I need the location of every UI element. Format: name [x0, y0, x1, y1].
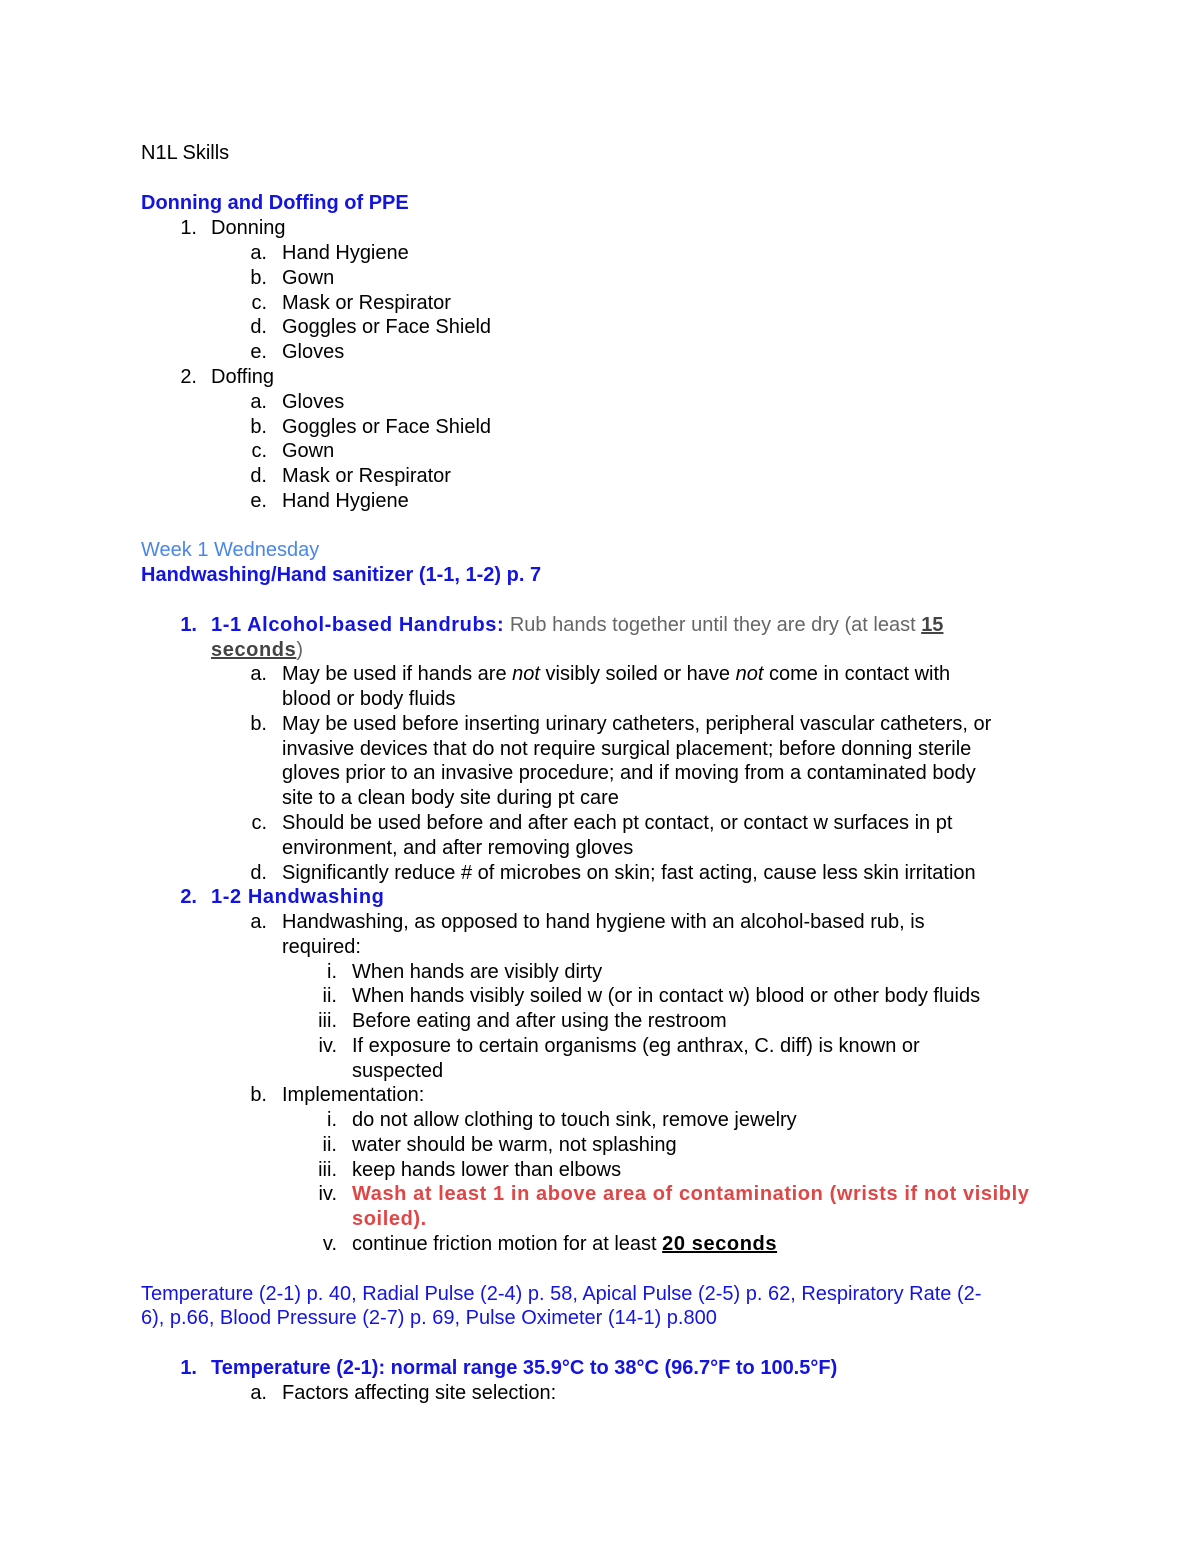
list-marker: d.: [250, 316, 267, 338]
list-marker: iii.: [318, 1159, 337, 1181]
list-item: [141, 1034, 1061, 1059]
list-marker: i.: [327, 961, 337, 983]
list-item: [141, 266, 741, 291]
list-item-text: Factors affecting site selection:: [282, 1382, 557, 1404]
list-marker: b.: [250, 267, 267, 289]
list-item: [141, 1108, 1061, 1133]
list-item-text: continue friction motion for at least: [352, 1233, 663, 1255]
list-marker: a.: [250, 391, 267, 413]
handwashing-heading: Handwashing/Hand sanitizer (1-1, 1-2) p. 7: [141, 564, 542, 586]
list-marker: c.: [251, 812, 267, 834]
list-item-text: When hands are visibly dirty: [352, 961, 603, 983]
doffing-item: [141, 365, 741, 390]
list-item-text: Gown: [282, 440, 335, 462]
list-item: [141, 910, 1061, 935]
list-item: [141, 960, 1061, 985]
list-marker: iv.: [318, 1183, 337, 1205]
list-item-text: do not allow clothing to touch sink, remove jewelry: [352, 1109, 797, 1131]
list-item-text: blood or body fluids: [282, 688, 456, 710]
list-item: [141, 315, 741, 340]
list-item-text: When hands visibly soiled w (or in contact w) blood or other body fluids: [352, 985, 981, 1007]
list-item-text: environment, and after removing gloves: [282, 837, 634, 859]
list-item-text: site to a clean body site during pt care: [282, 787, 619, 809]
list-item-text: Hand Hygiene: [282, 490, 409, 512]
list-item: [141, 1083, 1061, 1108]
list-item: [141, 390, 741, 415]
list-item-cont: [141, 786, 1061, 811]
list-item: [141, 1232, 1061, 1257]
list-item-text: Goggles or Face Shield: [282, 416, 492, 438]
list-marker: iv.: [318, 1035, 337, 1057]
implementation-label: Implementation:: [282, 1084, 425, 1106]
list-marker: a.: [250, 663, 267, 685]
list-item-text: May be used before inserting urinary catheters, peripheral vascular catheters, or: [282, 713, 992, 735]
handrubs-item: [141, 613, 1061, 638]
list-item-text: Should be used before and after each pt contact, or contact w surfaces in pt: [282, 812, 953, 834]
list-item-cont: [141, 1207, 1061, 1232]
list-item-text: required:: [282, 936, 361, 958]
emphasis: not: [735, 663, 764, 685]
list-item-cont: [141, 761, 1061, 786]
list-item: [141, 340, 741, 365]
list-item-text: Gloves: [282, 341, 345, 363]
handrubs-desc-end: ): [296, 639, 304, 661]
list-item-text: Mask or Respirator: [282, 292, 451, 314]
list-item: [141, 439, 741, 464]
list-marker: 2.: [180, 886, 197, 908]
list-marker: 1.: [180, 217, 197, 239]
list-item-text: Gloves: [282, 391, 345, 413]
list-marker: b.: [250, 1084, 267, 1106]
list-marker: b.: [250, 713, 267, 735]
list-item: [141, 1381, 1061, 1406]
list-item: [141, 1009, 1061, 1034]
list-item: [141, 415, 741, 440]
list-item: [141, 1133, 1061, 1158]
list-item: [141, 291, 741, 316]
list-item-cont: [141, 737, 1061, 762]
list-marker: d.: [250, 465, 267, 487]
list-item-text: If exposure to certain organisms (eg anthrax, C. diff) is known or: [352, 1035, 920, 1057]
list-marker: e.: [250, 490, 267, 512]
doffing-label: Doffing: [211, 366, 275, 388]
list-item: [141, 811, 1061, 836]
list-item-text: gloves prior to an invasive procedure; and if moving from a contaminated body: [282, 762, 976, 784]
handrubs-duration: 15: [921, 614, 944, 636]
list-item-text: suspected: [352, 1060, 444, 1082]
list-item: [141, 464, 741, 489]
week-label: Week 1 Wednesday: [141, 539, 320, 561]
handrubs-duration-unit: seconds: [211, 639, 297, 661]
list-item-cont: [141, 687, 1061, 712]
list-item: [141, 984, 1061, 1009]
list-item-cont: [141, 836, 1061, 861]
list-item-text: Mask or Respirator: [282, 465, 451, 487]
emphasis: not: [512, 663, 540, 685]
list-marker: ii.: [322, 985, 337, 1007]
list-item: [141, 1158, 1061, 1183]
temperature-title: Temperature (2-1): normal range 35.9°C to 38°C (96.7°F to 100.5°F): [211, 1357, 838, 1379]
list-item: [141, 712, 1061, 737]
list-marker: ii.: [322, 1134, 337, 1156]
list-item-text: Gown: [282, 267, 335, 289]
temperature-item: [141, 1356, 1061, 1381]
text: visibly soiled or have: [539, 663, 736, 685]
list-marker: b.: [250, 416, 267, 438]
list-item-text: Handwashing, as opposed to hand hygiene with an alcohol-based rub, is: [282, 911, 925, 933]
list-marker: 2.: [180, 366, 197, 388]
list-item-text: keep hands lower than elbows: [352, 1159, 622, 1181]
vitals-heading-line-1: Temperature (2-1) p. 40, Radial Pulse (2-4) p. 58, Apical Pulse (2-5) p. 62, Respiratory Rate (2-: [141, 1283, 982, 1305]
ppe-heading: Donning and Doffing of PPE: [141, 192, 409, 214]
list-item: [141, 489, 741, 514]
donning-item: [141, 216, 741, 241]
list-marker: a.: [250, 911, 267, 933]
list-item-text: Goggles or Face Shield: [282, 316, 492, 338]
list-item-text: water should be warm, not splashing: [352, 1134, 677, 1156]
handrubs-item-cont: [141, 638, 1061, 663]
document-title: N1L Skills: [141, 142, 230, 164]
list-marker: v.: [322, 1233, 337, 1255]
text: May be used if hands are: [282, 663, 513, 685]
alert-text: Wash at least 1 in above area of contamination (wrists if not visibly: [352, 1183, 1030, 1205]
list-item-cont: [141, 935, 1061, 960]
vitals-heading-line-2: 6), p.66, Blood Pressure (2-7) p. 69, Pulse Oximeter (14-1) p.800: [141, 1307, 717, 1329]
list-item: [141, 662, 1061, 687]
list-marker: c.: [251, 292, 267, 314]
list-item-text: Significantly reduce # of microbes on skin; fast acting, cause less skin irritation: [282, 862, 976, 884]
alert-text: soiled).: [352, 1208, 427, 1230]
list-marker: e.: [250, 341, 267, 363]
list-marker: c.: [251, 440, 267, 462]
list-marker: d.: [250, 862, 267, 884]
handrubs-desc: Rub hands together until they are dry (at least: [504, 614, 922, 636]
list-item: [141, 241, 741, 266]
handrubs-title: 1-1 Alcohol-based Handrubs:: [211, 614, 505, 636]
list-marker: iii.: [318, 1010, 337, 1032]
list-marker: a.: [250, 1382, 267, 1404]
donning-label: Donning: [211, 217, 286, 239]
handwashing-title: 1-2 Handwashing: [211, 886, 385, 908]
list-item: [141, 1182, 1061, 1207]
handwashing-item: [141, 885, 1061, 910]
text: come in contact with: [763, 663, 951, 685]
list-marker: i.: [327, 1109, 337, 1131]
list-marker: a.: [250, 242, 267, 264]
list-item-text: Before eating and after using the restroom: [352, 1010, 727, 1032]
list-marker: 1.: [180, 614, 197, 636]
list-item-text: invasive devices that do not require surgical placement; before donning sterile: [282, 738, 972, 760]
duration-emphasis: 20 seconds: [662, 1233, 778, 1255]
list-item: [141, 861, 1061, 886]
list-marker: 1.: [180, 1357, 197, 1379]
list-item-text: Hand Hygiene: [282, 242, 409, 264]
list-item-cont: [141, 1059, 1061, 1084]
